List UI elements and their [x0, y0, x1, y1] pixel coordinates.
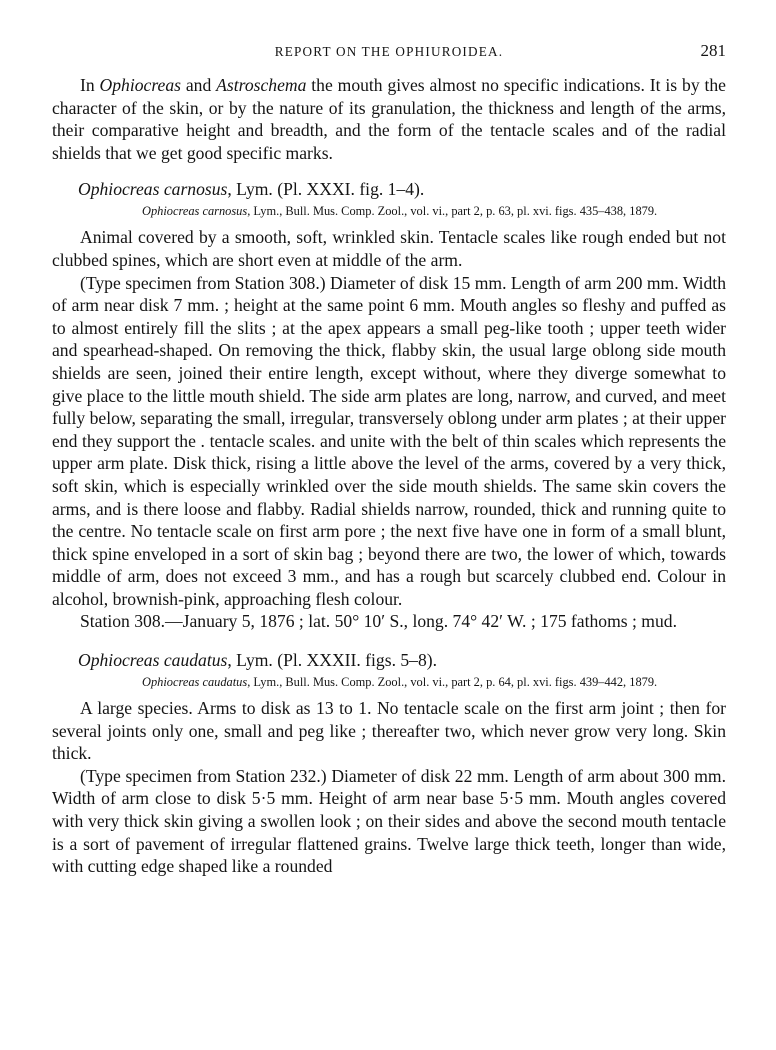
intro-text-2: and — [180, 75, 217, 95]
reference-text: , Lym., Bull. Mus. Comp. Zool., vol. vi., part 2, p. 63, pl. xvi. figs. 435–438, 1879. — [247, 204, 658, 219]
running-title: REPORT ON THE OPHIUROIDEA. — [274, 44, 504, 59]
type-specimen-paragraph: (Type specimen from Station 232.) Diameter of disk 22 mm. Length of arm about 300 mm. Width of arm close to disk 5·5 mm. Height of arm near base 5·5 mm. Mouth angles covered with very thick skin giving a swollen look ; on their sides and above the second mouth tentacle is a sort of pavement of irregular flattened grains. Twelve large thick teeth, longer than wide, with cutting edge shaped like a rounded — [52, 765, 726, 877]
species-heading-caudatus — [52, 649, 726, 671]
type-specimen-paragraph: (Type specimen from Station 308.) Diameter of disk 15 mm. Length of arm 200 mm. Width of arm near disk 7 mm. ; height at the same point 6 mm. Mouth angles so fleshy and puffed as to almost entirely fill the slits ; at the apex appears a small peg-like tooth ; upper teeth wider and spearhead-shaped. On removing the thick, flabby skin, the usual large oblong side mouth shields are seen, joined their entire length, except without, where they diverge somewhat to give place to the little mouth shield. The side arm plates are long, narrow, and curved, and meet fully below, separating the small, irregular, transversely oblong under arm plates ; at their upper end they support the . tentacle scales. and unite with the belt of thin scales which represents the upper arm plate. Disk thick, rising a little above the level of the arms, covered by a very thick, soft skin, which is especially wrinkled over the side mouth shields. The same skin covers the arms, and is there loose and flabby. Radial shields narrow, rounded, thick and running quite to the centre. No tentacle scale on first arm pore ; the next five have one in form of a small blunt, thick spine enveloped in a sort of skin bag ; beyond there are two, the lower of which, towards middle of arm, does not exceed 3 mm., and has a rough but scarcely clubbed end. Colour in alcohol, brownish-pink, approaching flesh colour. — [52, 272, 726, 609]
intro-paragraph — [52, 74, 726, 164]
species-description: A large species. Arms to disk as 13 to 1. No tentacle scale on the first arm joint ; then for several joints only one, small and peg like ; thereafter two, which never grow very long. Skin thick. — [52, 698, 726, 764]
reference-species-name: Ophiocreas carnosus — [142, 204, 248, 219]
intro-text-3: the mouth gives almost no specific indications. It is by the character of the skin, or by the nature of its granulation, the thickness and length of the arms, their comparative height and breadth, and the form of the tentacle scales and of the radial shields that we get good specific marks. — [52, 75, 726, 163]
species-name: Ophiocreas carnosus — [78, 179, 228, 200]
bibliographic-reference — [142, 202, 726, 220]
station-record: Station 308.—January 5, 1876 ; lat. 50° 10′ S., long. 74° 42′ W. ; 175 fathoms ; mud. — [80, 611, 677, 632]
genus-astroschema: Astroschema — [216, 75, 307, 95]
species-name: Ophiocreas caudatus — [78, 650, 228, 671]
running-header — [52, 0, 726, 74]
species-citation: , Lym. (Pl. XXXI. fig. 1–4). — [227, 179, 425, 200]
intro-text-1: In — [80, 75, 100, 95]
species-heading-carnosus — [52, 178, 726, 200]
page-number: 281 — [700, 41, 726, 60]
reference-text: , Lym., Bull. Mus. Comp. Zool., vol. vi., part 2, p. 64, pl. xvi. figs. 439–442, 1879. — [247, 675, 658, 690]
species-citation: , Lym. (Pl. XXXII. figs. 5–8). — [227, 650, 438, 671]
species-description: Animal covered by a smooth, soft, wrinkled skin. Tentacle scales like rough ended but not clubbed spines, which are short even at middle of the arm. — [52, 227, 726, 270]
reference-species-name: Ophiocreas caudatus — [142, 675, 248, 690]
genus-ophiocreas: Ophiocreas — [99, 75, 181, 95]
bibliographic-reference — [142, 673, 726, 691]
